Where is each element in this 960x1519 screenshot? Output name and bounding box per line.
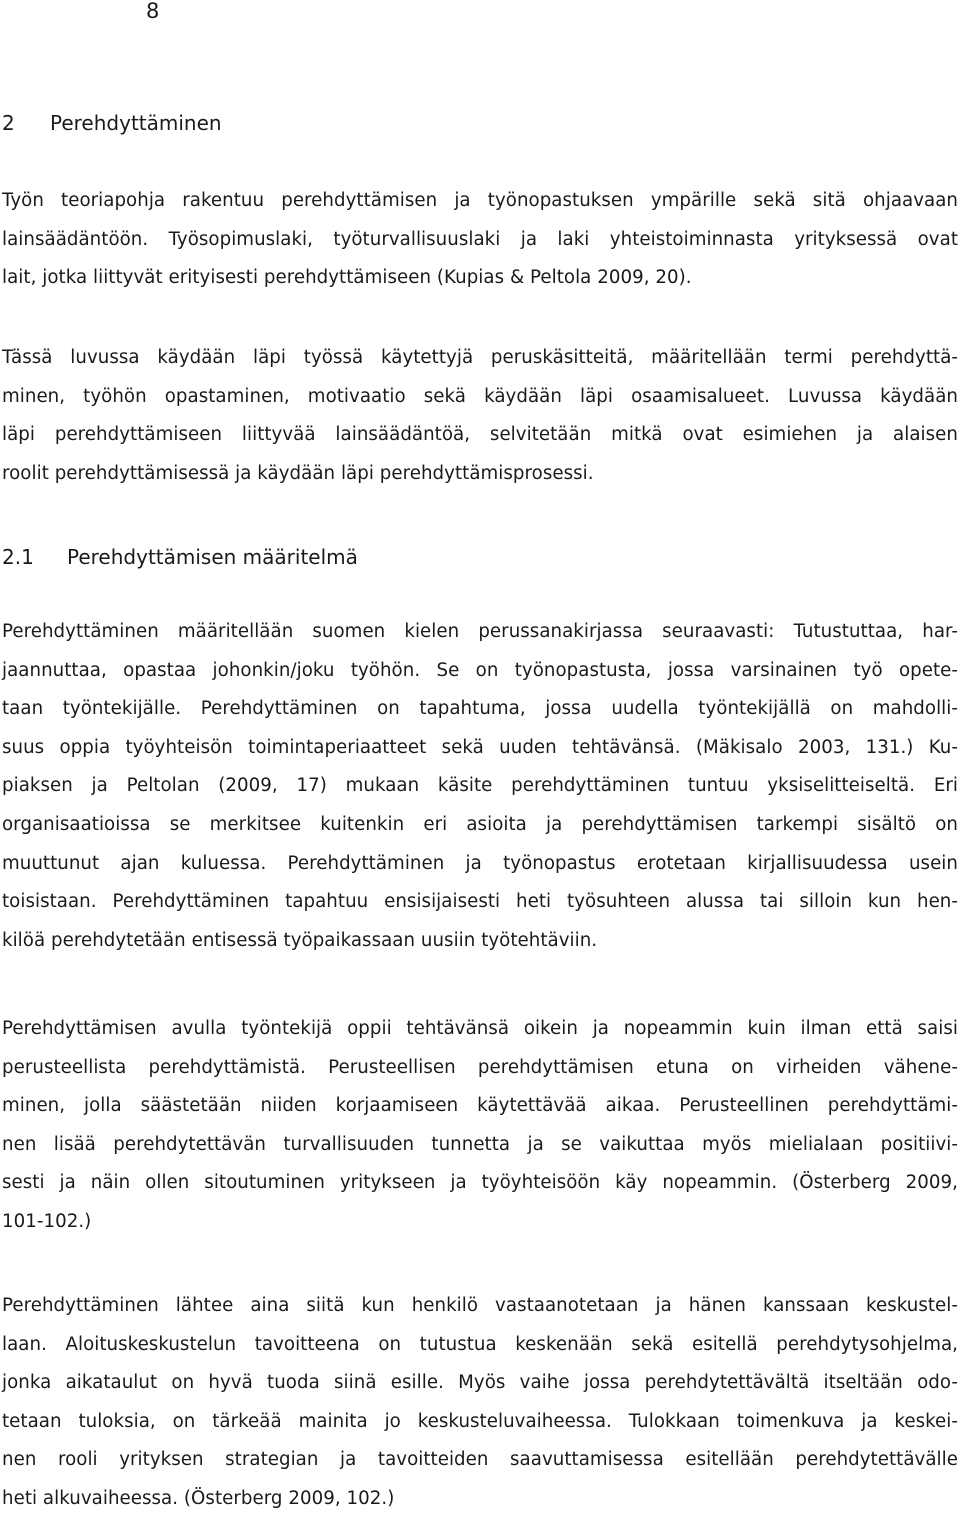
paragraph-line: minen, jolla säästetään niiden korjaamiseen käytettävää aikaa. Perusteellinen perehdyttämi-	[2, 1095, 958, 1117]
paragraph-2	[2, 339, 958, 493]
paragraph-line: heti alkuvaiheessa. (Österberg 2009, 102.)	[2, 1487, 395, 1509]
section-number: 2	[2, 111, 15, 135]
paragraph-4	[2, 1010, 958, 1242]
paragraph-line: Tässä luvussa käydään läpi työssä käytettyjä peruskäsitteitä, määritellään termi perehdyttä-	[2, 347, 958, 368]
paragraph-line: nen rooli yrityksen strategian ja tavoitteiden saavuttamisessa esitellään perehdytettävälle	[2, 1449, 958, 1471]
paragraph-line: 101-102.)	[2, 1210, 92, 1232]
paragraph-line: suus oppia työyhteisön toimintaperiaatteet sekä uuden tehtävänsä. (Mäkisalo 2003, 131.) Ku-	[2, 736, 958, 758]
paragraph-line: jaannuttaa, opastaa johonkin/joku työhön. Se on työnopastusta, jossa varsinainen työ opete-	[2, 659, 958, 681]
paragraph-line: laan. Aloituskeskustelun tavoitteena on tutustua keskenään sekä esitellä perehdytysohjelma,	[2, 1333, 958, 1355]
paragraph-line: Perehdyttämisen avulla työntekijä oppii tehtävänsä oikein ja nopeammin kuin ilman että saisi	[2, 1018, 958, 1039]
section-title: Perehdyttäminen	[50, 111, 222, 135]
paragraph-5	[2, 1287, 958, 1519]
paragraph-line: lainsäädäntöön. Työsopimuslaki, työturvallisuuslaki ja laki yhteistoiminnasta yrityksessä ovat	[2, 228, 958, 250]
paragraph-line: taan työntekijälle. Perehdyttäminen on tapahtuma, jossa uudella työntekijällä on mahdolli-	[2, 698, 958, 720]
paragraph-line: Perehdyttäminen lähtee aina siitä kun henkilö vastaanotetaan ja hänen kanssaan keskustel-	[2, 1295, 958, 1316]
paragraph-line: sesti ja näin ollen sitoutuminen yritykseen ja työyhteisöön käy nopeammin. (Österberg 2009,	[2, 1172, 958, 1194]
subsection-title: Perehdyttämisen määritelmä	[67, 545, 358, 569]
paragraph-line: roolit perehdyttämisessä ja käydään läpi perehdyttämisprosessi.	[2, 462, 594, 484]
paragraph-1	[2, 182, 958, 298]
paragraph-line: minen, työhön opastaminen, motivaatio sekä käydään läpi osaamisalueet. Luvussa käydään	[2, 385, 958, 407]
paragraph-line: lait, jotka liittyvät erityisesti perehdyttämiseen (Kupias & Peltola 2009, 20).	[2, 267, 692, 289]
paragraph-line: toisistaan. Perehdyttäminen tapahtuu ensisijaisesti heti työsuhteen alussa tai silloin kun hen-	[2, 891, 958, 913]
paragraph-line: Perehdyttäminen määritellään suomen kielen perussanakirjassa seuraavasti: Tutustuttaa, har-	[2, 621, 958, 642]
paragraph-line: Työn teoriapohja rakentuu perehdyttämisen ja työnopastuksen ympärille sekä sitä ohjaavaan	[2, 190, 958, 211]
paragraph-line: muuttunut ajan kuluessa. Perehdyttäminen ja työnopastus erotetaan kirjallisuudessa usein	[2, 852, 958, 874]
subsection-number: 2.1	[2, 545, 34, 569]
paragraph-line: organisaatioissa se merkitsee kuitenkin eri asioita ja perehdyttämisen tarkempi sisältö on	[2, 813, 958, 835]
paragraph-line: perusteellista perehdyttämistä. Perusteellisen perehdyttämisen etuna on virheiden vähene-	[2, 1056, 958, 1078]
paragraph-3	[2, 613, 958, 960]
page-number: 8	[146, 0, 160, 23]
paragraph-line: piaksen ja Peltolan (2009, 17) mukaan käsite perehdyttäminen tuntuu yksiselitteiseltä. Eri	[2, 775, 958, 797]
subsection-heading	[2, 544, 358, 570]
paragraph-line: tetaan tuloksia, on tärkeää mainita jo keskusteluvaiheessa. Tulokkaan toimenkuva ja keskei-	[2, 1410, 958, 1432]
paragraph-line: läpi perehdyttämiseen liittyvää lainsäädäntöä, selvitetään mitkä ovat esimiehen ja alaisen	[2, 424, 958, 446]
paragraph-line: kilöä perehdytetään entisessä työpaikassaan uusiin työtehtäviin.	[2, 929, 598, 951]
section-heading	[2, 110, 222, 136]
paragraph-line: jonka aikataulut on hyvä tuoda siinä esille. Myös vaihe jossa perehdytettävältä itseltään odo-	[2, 1372, 958, 1394]
paragraph-line: nen lisää perehdytettävän turvallisuuden tunnetta ja se vaikuttaa myös mielialaan positiivi-	[2, 1133, 958, 1155]
